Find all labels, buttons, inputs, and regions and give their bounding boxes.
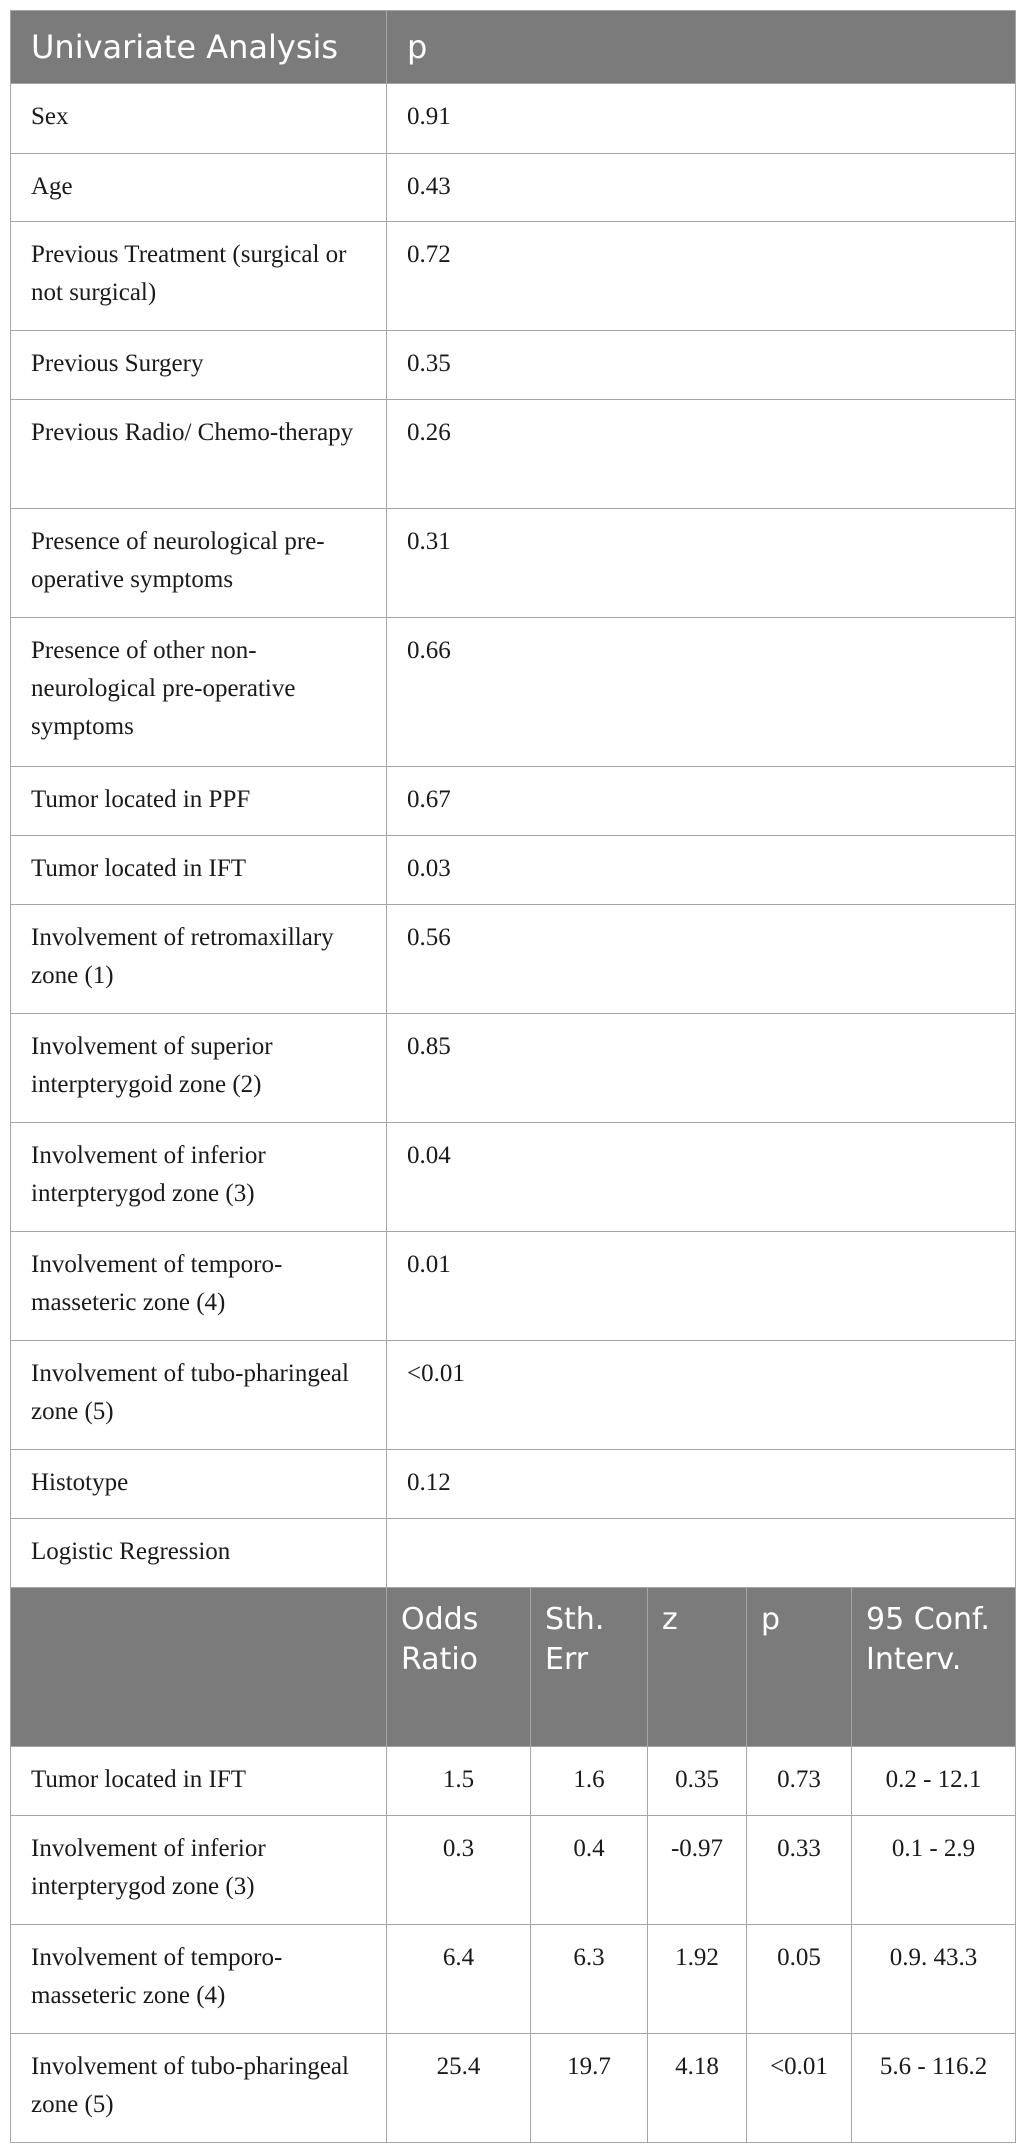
logistic-header-p: p [747,1588,852,1747]
logistic-odds: 0.3 [387,1816,531,1925]
univariate-row [11,1341,1016,1450]
logistic-z: -0.97 [648,1816,747,1925]
univariate-header-p: p [387,11,1016,84]
univariate-label: Previous Radio/ Chemo-therapy [11,400,387,509]
univariate-p: 0.66 [387,618,1016,767]
univariate-p: 0.85 [387,1014,1016,1123]
section-label-logistic: Logistic Regression [11,1519,387,1588]
logistic-label: Involvement of temporo-masseteric zone (4) [11,1925,387,2034]
univariate-label: Presence of neurological pre-operative symptoms [11,509,387,618]
univariate-label: Presence of other non-neurological pre-operative symptoms [11,618,387,767]
logistic-header-z: z [648,1588,747,1747]
logistic-se: 1.6 [531,1747,648,1816]
univariate-p: 0.31 [387,509,1016,618]
logistic-z: 0.35 [648,1747,747,1816]
logistic-row [11,2034,1016,2143]
univariate-label: Involvement of retromaxillary zone (1) [11,905,387,1014]
univariate-row [11,222,1016,331]
univariate-row [11,905,1016,1014]
univariate-row [11,767,1016,836]
univariate-p: 0.01 [387,1232,1016,1341]
univariate-row [11,1450,1016,1519]
univariate-p: <0.01 [387,1341,1016,1450]
univariate-label: Involvement of temporo-masseteric zone (4) [11,1232,387,1341]
univariate-label: Involvement of inferior interpterygod zone (3) [11,1123,387,1232]
logistic-z: 1.92 [648,1925,747,2034]
logistic-row [11,1925,1016,2034]
logistic-row [11,1816,1016,1925]
univariate-label: Sex [11,84,387,154]
univariate-label: Histotype [11,1450,387,1519]
logistic-row [11,1747,1016,1816]
section-label-row [11,1519,1016,1588]
univariate-p [387,1519,1016,1588]
univariate-row [11,509,1016,618]
logistic-ci: 0.2 - 12.1 [852,1747,1016,1816]
logistic-p: 0.33 [747,1816,852,1925]
univariate-p: 0.12 [387,1450,1016,1519]
univariate-label: Tumor located in PPF [11,767,387,836]
univariate-label: Previous Surgery [11,331,387,400]
logistic-se: 0.4 [531,1816,648,1925]
logistic-header-ci: 95 Conf. Interv. [852,1588,1016,1747]
logistic-odds: 1.5 [387,1747,531,1816]
logistic-se: 19.7 [531,2034,648,2143]
univariate-row [11,154,1016,222]
univariate-row [11,618,1016,767]
results-table [10,10,1016,2143]
results-table-wrapper [10,10,1015,2143]
univariate-p: 0.04 [387,1123,1016,1232]
logistic-p: <0.01 [747,2034,852,2143]
logistic-header-label [11,1588,387,1747]
logistic-se: 6.3 [531,1925,648,2034]
univariate-label: Involvement of tubo-pharingeal zone (5) [11,1341,387,1450]
univariate-label: Tumor located in IFT [11,836,387,905]
logistic-odds: 25.4 [387,2034,531,2143]
logistic-z: 4.18 [648,2034,747,2143]
logistic-odds: 6.4 [387,1925,531,2034]
univariate-header-label: Univariate Analysis [11,11,387,84]
univariate-row [11,1014,1016,1123]
univariate-row [11,836,1016,905]
univariate-row [11,1123,1016,1232]
univariate-p: 0.91 [387,84,1016,154]
univariate-p: 0.43 [387,154,1016,222]
univariate-row [11,1232,1016,1341]
logistic-header-odds: Odds Ratio [387,1588,531,1747]
logistic-label: Involvement of tubo-pharingeal zone (5) [11,2034,387,2143]
univariate-label: Age [11,154,387,222]
logistic-label: Tumor located in IFT [11,1747,387,1816]
logistic-p: 0.73 [747,1747,852,1816]
univariate-row [11,84,1016,154]
univariate-p: 0.67 [387,767,1016,836]
logistic-ci: 0.1 - 2.9 [852,1816,1016,1925]
logistic-p: 0.05 [747,1925,852,2034]
univariate-p: 0.26 [387,400,1016,509]
univariate-header-row [11,11,1016,84]
univariate-p: 0.35 [387,331,1016,400]
univariate-label: Involvement of superior interpterygoid zone (2) [11,1014,387,1123]
logistic-ci: 0.9. 43.3 [852,1925,1016,2034]
logistic-ci: 5.6 - 116.2 [852,2034,1016,2143]
univariate-row [11,400,1016,509]
logistic-header-se: Sth. Err [531,1588,648,1747]
univariate-p: 0.72 [387,222,1016,331]
univariate-p: 0.03 [387,836,1016,905]
logistic-header-row [11,1588,1016,1747]
univariate-row [11,331,1016,400]
logistic-label: Involvement of inferior interpterygod zone (3) [11,1816,387,1925]
univariate-p: 0.56 [387,905,1016,1014]
univariate-label: Previous Treatment (surgical or not surgical) [11,222,387,331]
